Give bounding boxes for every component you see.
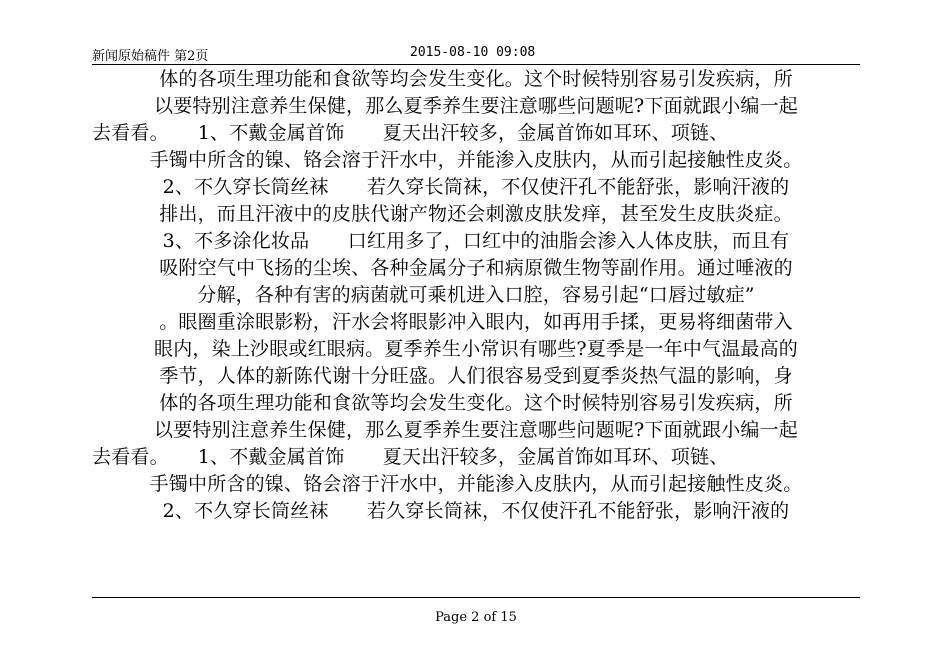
body-line: 去看看。 1、不戴金属首饰 夏天出汗较多，金属首饰如耳环、项链、	[92, 122, 729, 144]
header-divider	[92, 64, 860, 65]
body-line: 。眼圈重涂眼影粉，汗水会将眼影冲入眼内，如再用手揉，更易将细菌带入	[159, 311, 793, 333]
body-line: 排出，而且汗液中的皮肤代谢产物还会刺激皮肤发痒，甚至发生皮肤炎症。	[159, 203, 793, 225]
body-line: 手镯中所含的镍、铬会溶于汗水中，并能渗入皮肤内，从而引起接触性皮炎。	[149, 473, 803, 495]
article-body	[92, 66, 860, 525]
footer-divider	[92, 597, 860, 598]
page-header	[92, 41, 860, 65]
page-footer	[92, 610, 860, 625]
page-number: Page 2 of 15	[435, 610, 517, 625]
body-line: 季节，人体的新陈代谢十分旺盛。人们很容易受到夏季炎热气温的影响，身	[159, 365, 793, 387]
body-line: 手镯中所含的镍、铬会溶于汗水中，并能渗入皮肤内，从而引起接触性皮炎。	[149, 149, 803, 171]
body-line: 以要特别注意养生保健，那么夏季养生要注意哪些问题呢?下面就跟小编一起	[154, 95, 798, 117]
body-line: 以要特别注意养生保健，那么夏季养生要注意哪些问题呢?下面就跟小编一起	[154, 419, 798, 441]
body-line: 体的各项生理功能和食欲等均会发生变化。这个时候特别容易引发疾病，所	[159, 392, 793, 414]
body-line: 2、不久穿长筒丝袜 若久穿长筒袜，不仅使汗孔不能舒张，影响汗液的	[162, 176, 790, 198]
header-datetime: 2015-08-10 09:08	[410, 45, 536, 60]
body-line: 眼内，染上沙眼或红眼病。夏季养生小常识有哪些?夏季是一年中气温最高的	[154, 338, 798, 360]
body-line: 体的各项生理功能和食欲等均会发生变化。这个时候特别容易引发疾病，所	[159, 68, 793, 90]
body-line: 2、不久穿长筒丝袜 若久穿长筒袜，不仅使汗孔不能舒张，影响汗液的	[162, 500, 790, 522]
body-line: 去看看。 1、不戴金属首饰 夏天出汗较多，金属首饰如耳环、项链、	[92, 446, 729, 468]
header-doc-label: 新闻原始稿件 第2页	[92, 49, 209, 64]
body-line: 分解，各种有害的病菌就可乘机进入口腔，容易引起“口唇过敏症”	[197, 284, 755, 306]
body-line: 3、不多涂化妆品 口红用多了，口红中的油脂会渗入人体皮肤，而且有	[162, 230, 790, 252]
body-line: 吸附空气中飞扬的尘埃、各种金属分子和病原微生物等副作用。通过唾液的	[159, 257, 793, 279]
